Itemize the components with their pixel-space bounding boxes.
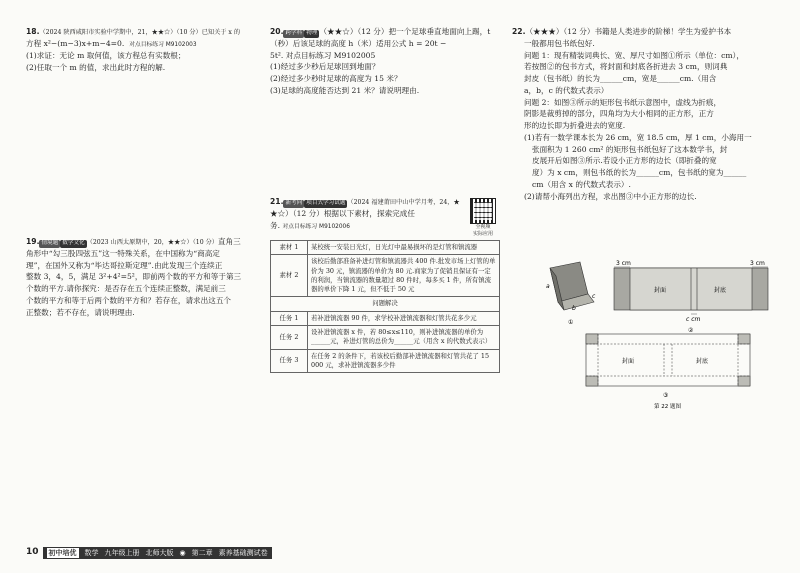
question-18 [26,26,258,73]
text-line: 直角三 [217,237,241,246]
text-line: 阴影是裁剪掉的部分，四角均为大小相同的正方形，正方 [524,109,714,119]
part-2: (2)任取一个 m 的值，求出此时方程的解. [26,62,166,72]
tag-badge: 新考向 [285,200,303,206]
text-line: (2)经过多少秒时足球的高度为 15 米？ [270,74,402,84]
question-20 [270,26,502,97]
text-line: 皮展开后如图③所示.若设小正方形的边长（即折叠的宽 [532,156,717,166]
label-a: a [546,283,550,290]
text-line: （秒）后该足球的高度 h（米）适用公式 h = 20t − [270,38,447,48]
question-source: （2023 山西太原期中，20，★★☆）（10 分） [86,239,218,246]
figure-2-cover [614,260,768,334]
table-row [271,311,500,325]
footer-bar [43,547,272,560]
table-row [271,255,500,297]
text-line: cm（用含 x 的代数式表示）. [532,179,631,189]
text-line: 个数的平方和等于后两个数的平方和？若存在，请求出这五个 [26,295,232,305]
text-line: 度）为 x cm，则包书纸的长为______cm，包书纸的宽为______ [532,168,747,178]
label-front: 封面 [654,287,667,294]
text-line: (3)足球的高度能否达到 21 米？请说明理由. [270,85,420,95]
brand-logo: 初中培优 [48,548,77,557]
row-key: 素材 2 [271,255,308,297]
label-c: c [592,293,596,300]
figure-number: ② [688,327,694,334]
qr-caption-line: 实际应用 [472,230,493,237]
qr-code-icon[interactable] [470,198,496,224]
footer-chapter: 第二章 [191,548,213,557]
text-line: 个数的平方.请你探究：是否存在五个连续正整数，满足前三 [26,284,226,294]
tag-badge: 情境题 [41,240,59,246]
row-key: 任务 1 [271,311,308,325]
figure-number: ③ [663,392,669,399]
table-row [271,297,500,311]
label-back: 封底 [714,287,727,294]
text-line: 理”，在国外又称为“毕达哥拉斯定理”.由此发现三个连续正 [26,260,223,270]
text-line: (2)请帮小海列出方程，求出图③中小正方形的边长. [524,191,697,201]
tag-badge: 物理 [306,30,318,36]
row-key: 素材 1 [271,241,308,255]
table-row [271,325,500,349]
label-ccm: c cm [686,316,701,323]
tag-badge: 项目式学习试题 [306,200,346,206]
text-line: ★☆）（12 分）根据以下素材，探索完成任 [270,208,415,218]
label-front-3: 封面 [622,358,635,365]
page-footer [26,546,272,560]
label-back-3: 封底 [696,358,709,365]
text-line: 形的边长即为折叠进去的宽度. [524,121,626,131]
bullet-icon: ◉ [179,548,186,557]
page-number: 10 [26,547,39,557]
tag-badge: 数学文化 [62,240,85,246]
table-section-header: 问题解决 [271,297,500,311]
row-value: 在任务 2 的条件下，若该校后勤部补进镇流器和灯管共花了 15 000 元，求补进镇流器多少件 [308,349,500,373]
question-number: 19. [26,237,40,246]
label-b: b [572,305,576,312]
question-number: 22. [512,27,526,36]
figure-caption: 第 22 题图 [654,404,681,410]
text-line: （★★★）（12 分）书籍是人类进步的阶梯！学生为爱护书本 [525,27,732,36]
figure-number: ① [568,319,574,326]
figure-1-book [546,262,596,326]
question-number: 20. [270,27,284,36]
text-line: 整数 3，4，5，满足 3²+4²=5²，即前两个数的平方和等于第三 [26,272,242,282]
text-line: 务. [270,220,281,230]
text-line: 问题 2：如图③所示的矩形包书纸示意图中，虚线为折痕， [524,97,722,107]
text-line: 5t². 对点目标练习 M9102005 [270,50,376,60]
qr-caption-line: 全视频 [475,224,491,230]
question-number: 18. [26,27,40,36]
figure-22 [536,258,776,410]
equation: 方程 x²−(m−3)x+m−4=0. [26,38,125,48]
table-row [271,349,500,373]
part-1: (1)求证：无论 m 取何值，该方程总有实数根； [26,50,186,60]
question-number: 21. [270,197,284,206]
text-line: 正整数；若不存在，请说明理由. [26,307,135,317]
label-3cm-left: 3 cm [616,260,631,267]
question-22 [512,26,776,202]
text-line: 角形中“勾三股四弦五”这一特殊关系，在中国称为“商高定 [26,248,220,258]
text-line: 问题 1：现有精装词典长、宽、厚尺寸如图①所示（单位：cm）， [524,50,744,60]
text-line: (1)若有一数学课本长为 26 cm，宽 18.5 cm，厚 1 cm，小海用一 [524,132,752,142]
text-line: (1)经过多少秒后足球回到地面？ [270,62,380,72]
text-line: 张面积为 1 260 cm² 的矩形包书纸包好了这本数学书，封 [532,144,728,154]
footer-grade: 九年级上册 [104,548,140,557]
row-key: 任务 2 [271,325,308,349]
tag-badge: 跨学科 [285,30,303,36]
footer-subject: 数学 [84,548,99,557]
text-line: （★★☆）（12 分）把一个足球垂直地面向上踢，t [319,27,491,36]
row-value: 某校统一安装日光灯，日光灯中最易损坏的是灯管和镇流器 [308,241,500,255]
label-3cm-right: 3 cm [750,260,765,267]
qr-caption [468,224,498,237]
text-line: 封皮（包书纸）的长为______cm，宽是______cm.（用含 [524,74,717,84]
footer-edition: 北师大版 [145,548,174,557]
materials-table [270,240,500,373]
question-source: （2024 福建莆田中山中学月考，24，★ [347,199,460,206]
practice-code: 对点目标练习 M9102003 [129,41,197,48]
row-value: 若补进镇流器 90 件，求学校补进镇流器和灯管共花多少元 [308,311,500,325]
text-line: a，b，c 的代数式表示） [524,85,609,95]
footer-test: 素养基础测试卷 [218,548,268,557]
text-line: 若按图②的包书方式，将封面和封底各折进去 3 cm，则词典 [524,62,728,72]
row-key: 任务 3 [271,349,308,373]
question-source: （2024 陕西咸阳市实验中学期中，21，★★☆）（10 分）已知关于 x 的 [39,29,241,36]
row-value: 设补进镇流器 x 件，若 80≤x≤110，则补进镇流器的单价为______元，补进灯管的总价为______元（用含 x 的代数式表示） [308,325,500,349]
table-row [271,241,500,255]
question-19 [26,236,258,318]
practice-code: 对点目标练习 M9102006 [282,223,350,230]
text-line: 一般都用包书纸包好. [524,38,595,48]
figure-3-pattern [586,334,750,410]
row-value: 该校后勤部准备补进灯管和镇流器共 400 件.批发市场上灯管的单价为 30 元，镇流器的单价为 80 元.商家为了促销且保证有一定的利润，当镇流器的数量超过 80 件时，每多买 1 件，所有镇流器的单价下降 1 元，但不低于 50 元 [308,255,500,297]
